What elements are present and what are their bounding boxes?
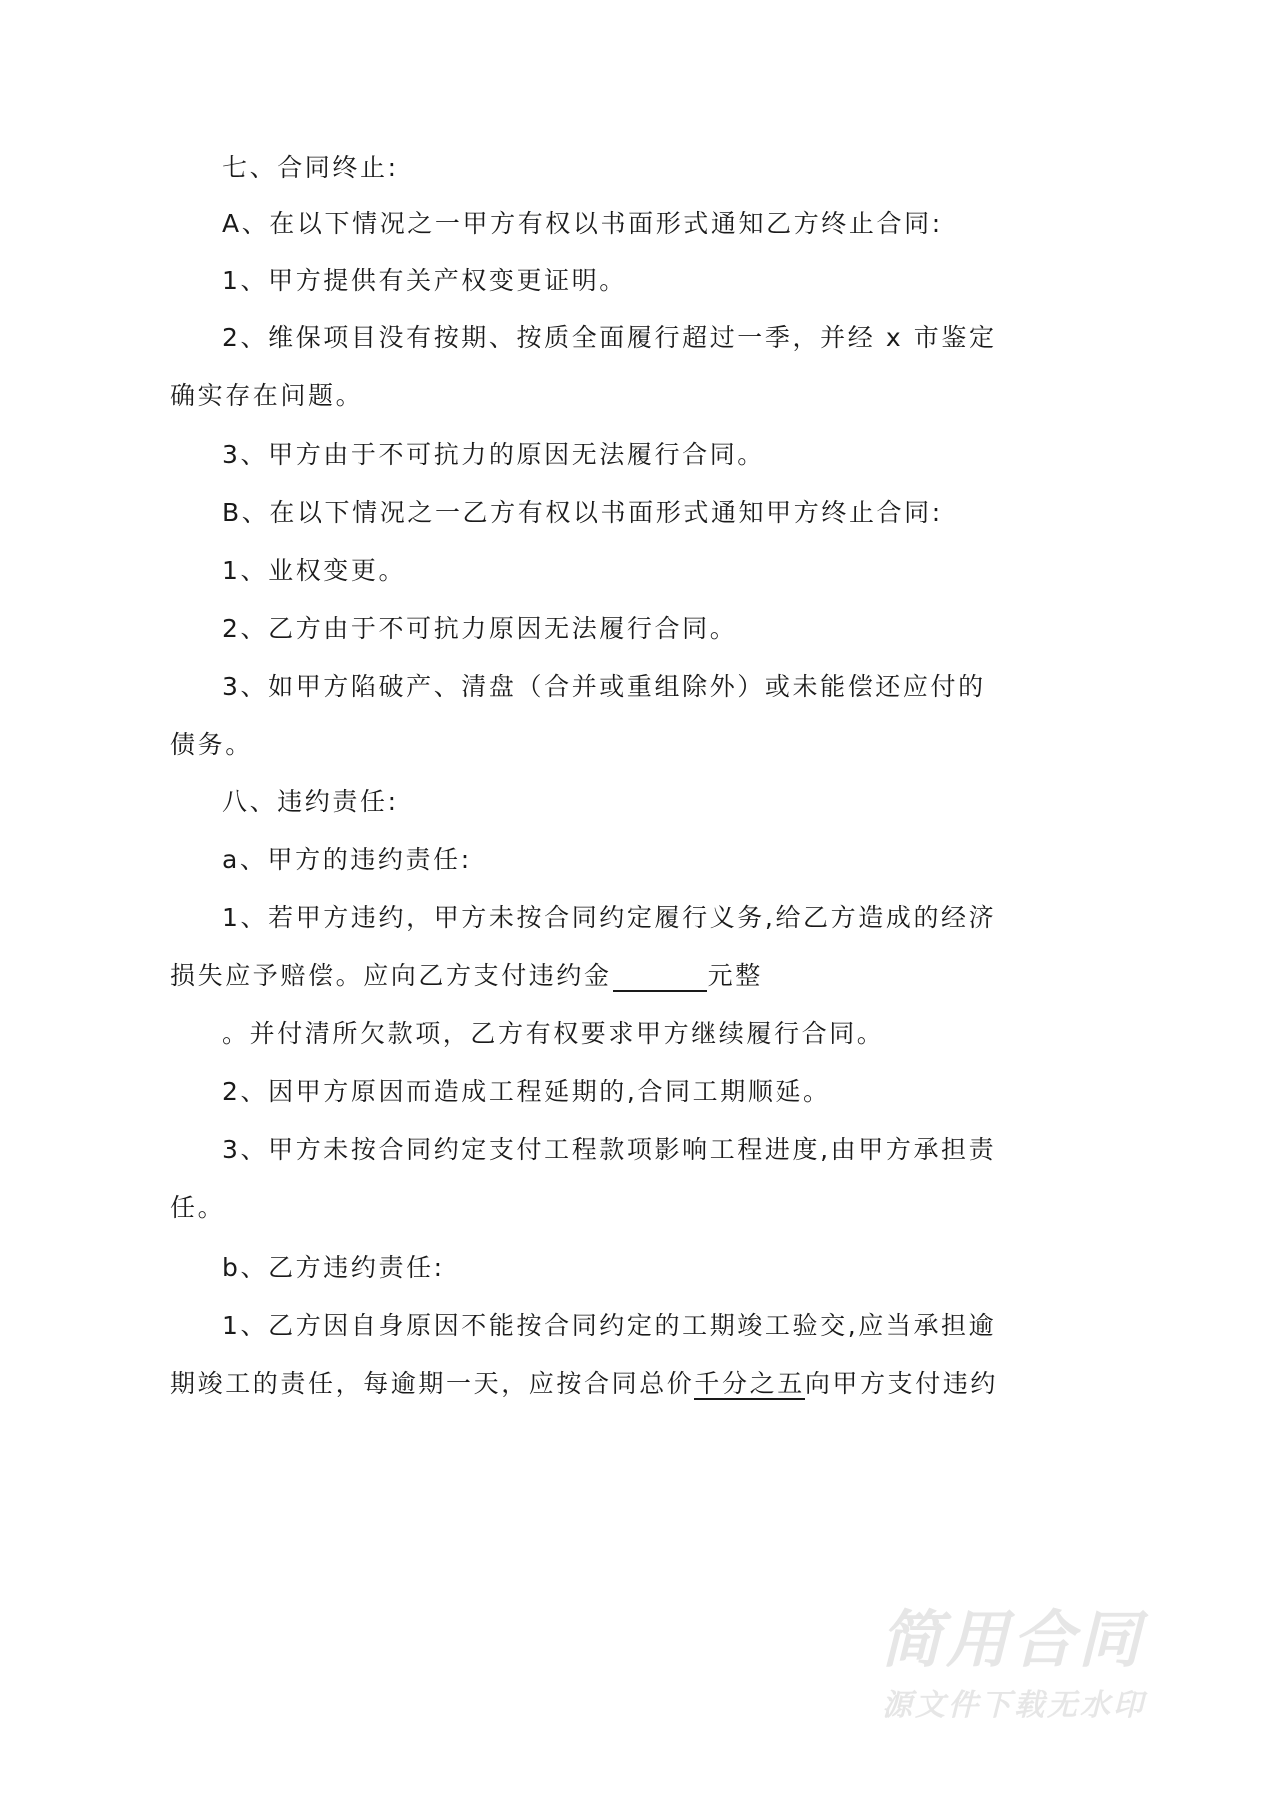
- clause-b-item-3-continued: 债务。: [170, 730, 253, 759]
- watermark-logo: 简用合同: [880, 1603, 1145, 1676]
- section-heading-breach: 八、违约责任:: [222, 787, 399, 816]
- party-a-breach-item-3: 3、甲方未按合同约定支付工程款项影响工程进度,由甲方承担责: [222, 1135, 997, 1164]
- party-a-breach-item-3-continued: 任。: [170, 1193, 226, 1222]
- section-heading-termination: 七、合同终止:: [222, 153, 399, 182]
- party-b-breach-heading: b、乙方违约责任:: [222, 1253, 445, 1282]
- party-a-breach-item-1-end: 。并付清所欠款项，乙方有权要求甲方继续履行合同。: [222, 1019, 885, 1048]
- clause-b-heading: B、在以下情况之一乙方有权以书面形式通知甲方终止合同:: [222, 498, 943, 527]
- late-penalty-text-before: 期竣工的责任，每逾期一天，应按合同总价: [170, 1369, 695, 1398]
- penalty-text-after: 元整: [707, 961, 763, 990]
- clause-a-item-3: 3、甲方由于不可抗力的原因无法履行合同。: [222, 440, 765, 469]
- clause-a-item-2: 2、维保项目没有按期、按质全面履行超过一季，并经 x 市鉴定: [222, 323, 997, 352]
- penalty-amount-blank[interactable]: [613, 964, 707, 992]
- party-a-breach-item-2: 2、因甲方原因而造成工程延期的,合同工期顺延。: [222, 1077, 831, 1106]
- party-b-breach-item-1-continued: [170, 1368, 999, 1400]
- clause-a-item-2-continued: 确实存在问题。: [170, 381, 364, 410]
- party-a-breach-item-1-continued: [170, 960, 950, 992]
- clause-b-item-2: 2、乙方由于不可抗力原因无法履行合同。: [222, 614, 738, 643]
- late-penalty-rate: 千分之五: [694, 1369, 805, 1398]
- late-penalty-text-after: 向甲方支付违约: [804, 1369, 999, 1398]
- clause-b-item-3: 3、如甲方陷破产、清盘（合并或重组除外）或未能偿还应付的: [222, 672, 986, 701]
- party-a-breach-heading: a、甲方的违约责任:: [222, 845, 472, 874]
- clause-b-item-1: 1、业权变更。: [222, 556, 407, 585]
- penalty-text-before: 损失应予赔偿。应向乙方支付违约金: [170, 961, 612, 990]
- clause-a-heading: A、在以下情况之一甲方有权以书面形式通知乙方终止合同:: [222, 209, 943, 238]
- watermark-tagline: 源文件下载无水印: [882, 1688, 1146, 1723]
- clause-a-item-1: 1、甲方提供有关产权变更证明。: [222, 266, 627, 295]
- party-b-breach-item-1: 1、乙方因自身原因不能按合同约定的工期竣工验交,应当承担逾: [222, 1311, 997, 1340]
- party-a-breach-item-1: 1、若甲方违约，甲方未按合同约定履行义务,给乙方造成的经济: [222, 903, 997, 932]
